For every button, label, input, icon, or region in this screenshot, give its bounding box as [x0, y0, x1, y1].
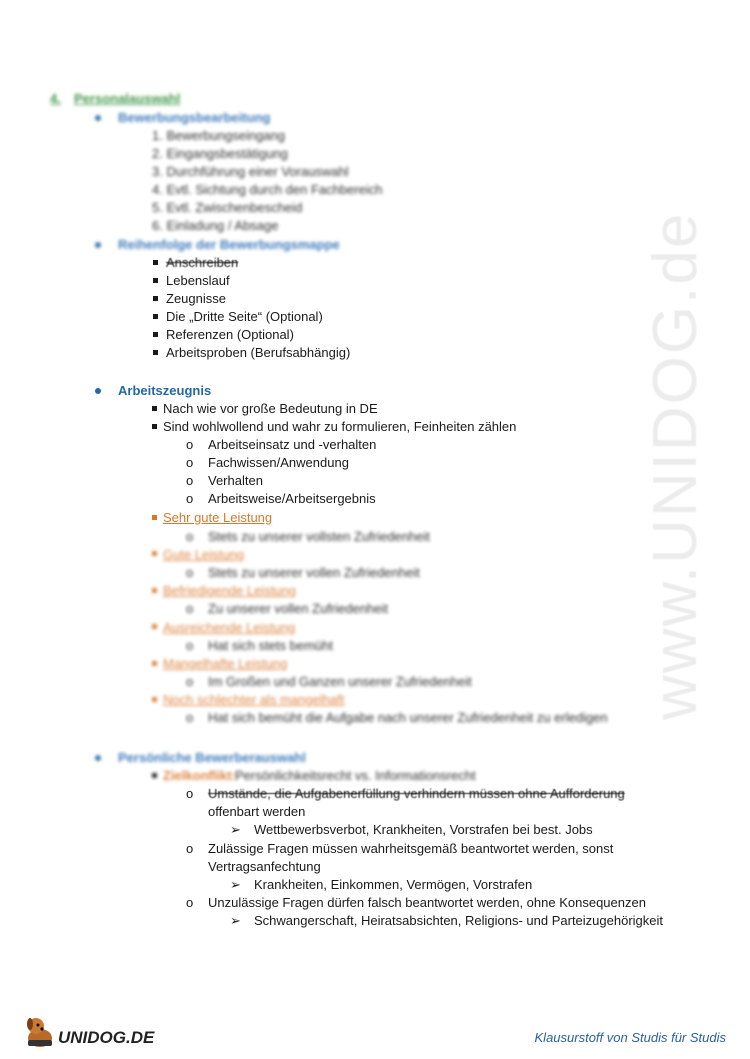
square-bullet [152, 661, 157, 666]
arrow-bullet-icon: ➢ [230, 822, 241, 837]
bullet-dot [95, 115, 101, 121]
square-bullet [153, 350, 158, 355]
square-bullet [152, 424, 157, 429]
arbeitszeugnis-title: Arbeitszeugnis [118, 383, 212, 398]
step-item: 2. Eingangsbestätigung [152, 146, 288, 161]
dog-mascot-icon [22, 1012, 62, 1052]
square-bullet [153, 314, 158, 319]
square-bullet [152, 406, 157, 411]
step-item: 4. Evtl. Sichtung durch den Fachbereich [152, 182, 383, 197]
square-bullet [152, 551, 157, 556]
step-item: 3. Durchführung einer Vorauswahl [152, 164, 349, 179]
step-item: 5. Evtl. Zwischenbescheid [152, 200, 303, 215]
grade-phrase: Stets zu unserer vollen Zufriedenheit [208, 565, 420, 580]
circle-bullet: o [186, 437, 194, 452]
rule-line: Unzulässige Fragen dürfen falsch beantwortet werden, ohne Konsequenzen [208, 895, 646, 910]
bullet-dot [95, 242, 101, 248]
grade-label: Ausreichende Leistung [163, 620, 296, 635]
square-bullet [152, 697, 157, 702]
square-bullet [153, 278, 158, 283]
section-number: 4. [50, 91, 61, 106]
grade-phrase: Zu unserer vollen Zufriedenheit [208, 601, 388, 616]
rule-line: Vertragsanfechtung [208, 859, 321, 874]
square-bullet [152, 588, 157, 593]
circle-bullet: o [186, 565, 194, 580]
grade-label: Sehr gute Leistung [163, 510, 273, 525]
circle-bullet: o [186, 601, 194, 616]
circle-bullet: o [186, 473, 194, 488]
zielkonflikt-text: Persönlichkeitsrecht vs. Informationsrecht [235, 768, 476, 783]
unidog-logo[interactable] [22, 1012, 162, 1052]
list-item: Lebenslauf [166, 273, 230, 288]
footer-tagline: Klausurstoff von Studis für Studis [534, 1030, 726, 1045]
point-item: Nach wie vor große Bedeutung in DE [163, 401, 378, 416]
persoenliche-title: Persönliche Bewerberauswahl [118, 750, 306, 765]
circle-bullet: o [186, 841, 194, 856]
bewerbungsbearbeitung-title: Bewerbungsbearbeitung [118, 110, 271, 125]
bullet-dot [95, 755, 101, 761]
rule-line: Zulässige Fragen müssen wahrheitsgemäß beantwortet werden, sonst [208, 841, 614, 856]
circle-bullet: o [186, 786, 194, 801]
point-item: Sind wohlwollend und wahr zu formulieren, Feinheiten zählen [163, 419, 517, 434]
grade-phrase: Hat sich stets bemüht [208, 638, 333, 653]
grade-phrase: Stets zu unserer vollsten Zufriedenheit [208, 529, 430, 544]
circle-bullet: o [186, 455, 194, 470]
section-title: Personalauswahl [74, 91, 181, 106]
square-bullet [153, 332, 158, 337]
square-bullet [152, 515, 157, 520]
circle-bullet: o [186, 491, 194, 506]
step-item: 1. Bewerbungseingang [152, 128, 285, 143]
sub-point: Arbeitseinsatz und -verhalten [208, 437, 377, 452]
circle-bullet: o [186, 895, 194, 910]
grade-label: Noch schlechter als mangelhaft [163, 692, 345, 707]
square-bullet [152, 624, 157, 629]
square-bullet [153, 260, 158, 265]
logo-text: UNIDOG.DE [58, 1028, 155, 1047]
grade-label: Befriedigende Leistung [163, 583, 296, 598]
rule-example: Krankheiten, Einkommen, Vermögen, Vorstrafen [254, 877, 533, 892]
reihenfolge-title: Reihenfolge der Bewerbungsmappe [118, 237, 340, 252]
grade-phrase: Im Großen und Ganzen unserer Zufriedenheit [208, 674, 472, 689]
arrow-bullet-icon: ➢ [230, 913, 241, 928]
circle-bullet: o [186, 710, 194, 725]
list-item: Arbeitsproben (Berufsabhängig) [166, 345, 351, 360]
rule-line: offenbart werden [208, 804, 306, 819]
grade-phrase: Hat sich bemüht die Aufgabe nach unserer Zufriedenheit zu erledigen [208, 710, 608, 725]
arrow-bullet-icon: ➢ [230, 877, 241, 892]
square-bullet [153, 296, 158, 301]
bullet-dot [95, 388, 101, 394]
sub-point: Arbeitsweise/Arbeitsergebnis [208, 491, 376, 506]
rule-line: Umstände, die Aufgabenerfüllung verhindern müssen ohne Aufforderung [208, 786, 625, 801]
watermark: www.UNIDOG.de [641, 211, 710, 720]
circle-bullet: o [186, 529, 194, 544]
list-item: Zeugnisse [166, 291, 226, 306]
rule-example: Schwangerschaft, Heiratsabsichten, Religions- und Parteizugehörigkeit [254, 913, 663, 928]
list-item: Referenzen (Optional) [166, 327, 294, 342]
circle-bullet: o [186, 674, 194, 689]
sub-point: Verhalten [208, 473, 263, 488]
circle-bullet: o [186, 638, 194, 653]
grade-label: Gute Leistung [163, 547, 244, 562]
step-item: 6. Einladung / Absage [152, 218, 279, 233]
zielkonflikt-label: Zielkonflikt: [163, 768, 236, 783]
square-bullet [152, 773, 157, 778]
sub-point: Fachwissen/Anwendung [208, 455, 349, 470]
list-item: Die „Dritte Seite“ (Optional) [166, 309, 323, 324]
rule-example: Wettbewerbsverbot, Krankheiten, Vorstrafen bei best. Jobs [254, 822, 593, 837]
grade-label: Mangelhafte Leistung [163, 656, 288, 671]
list-item: Anschreiben [166, 255, 239, 270]
